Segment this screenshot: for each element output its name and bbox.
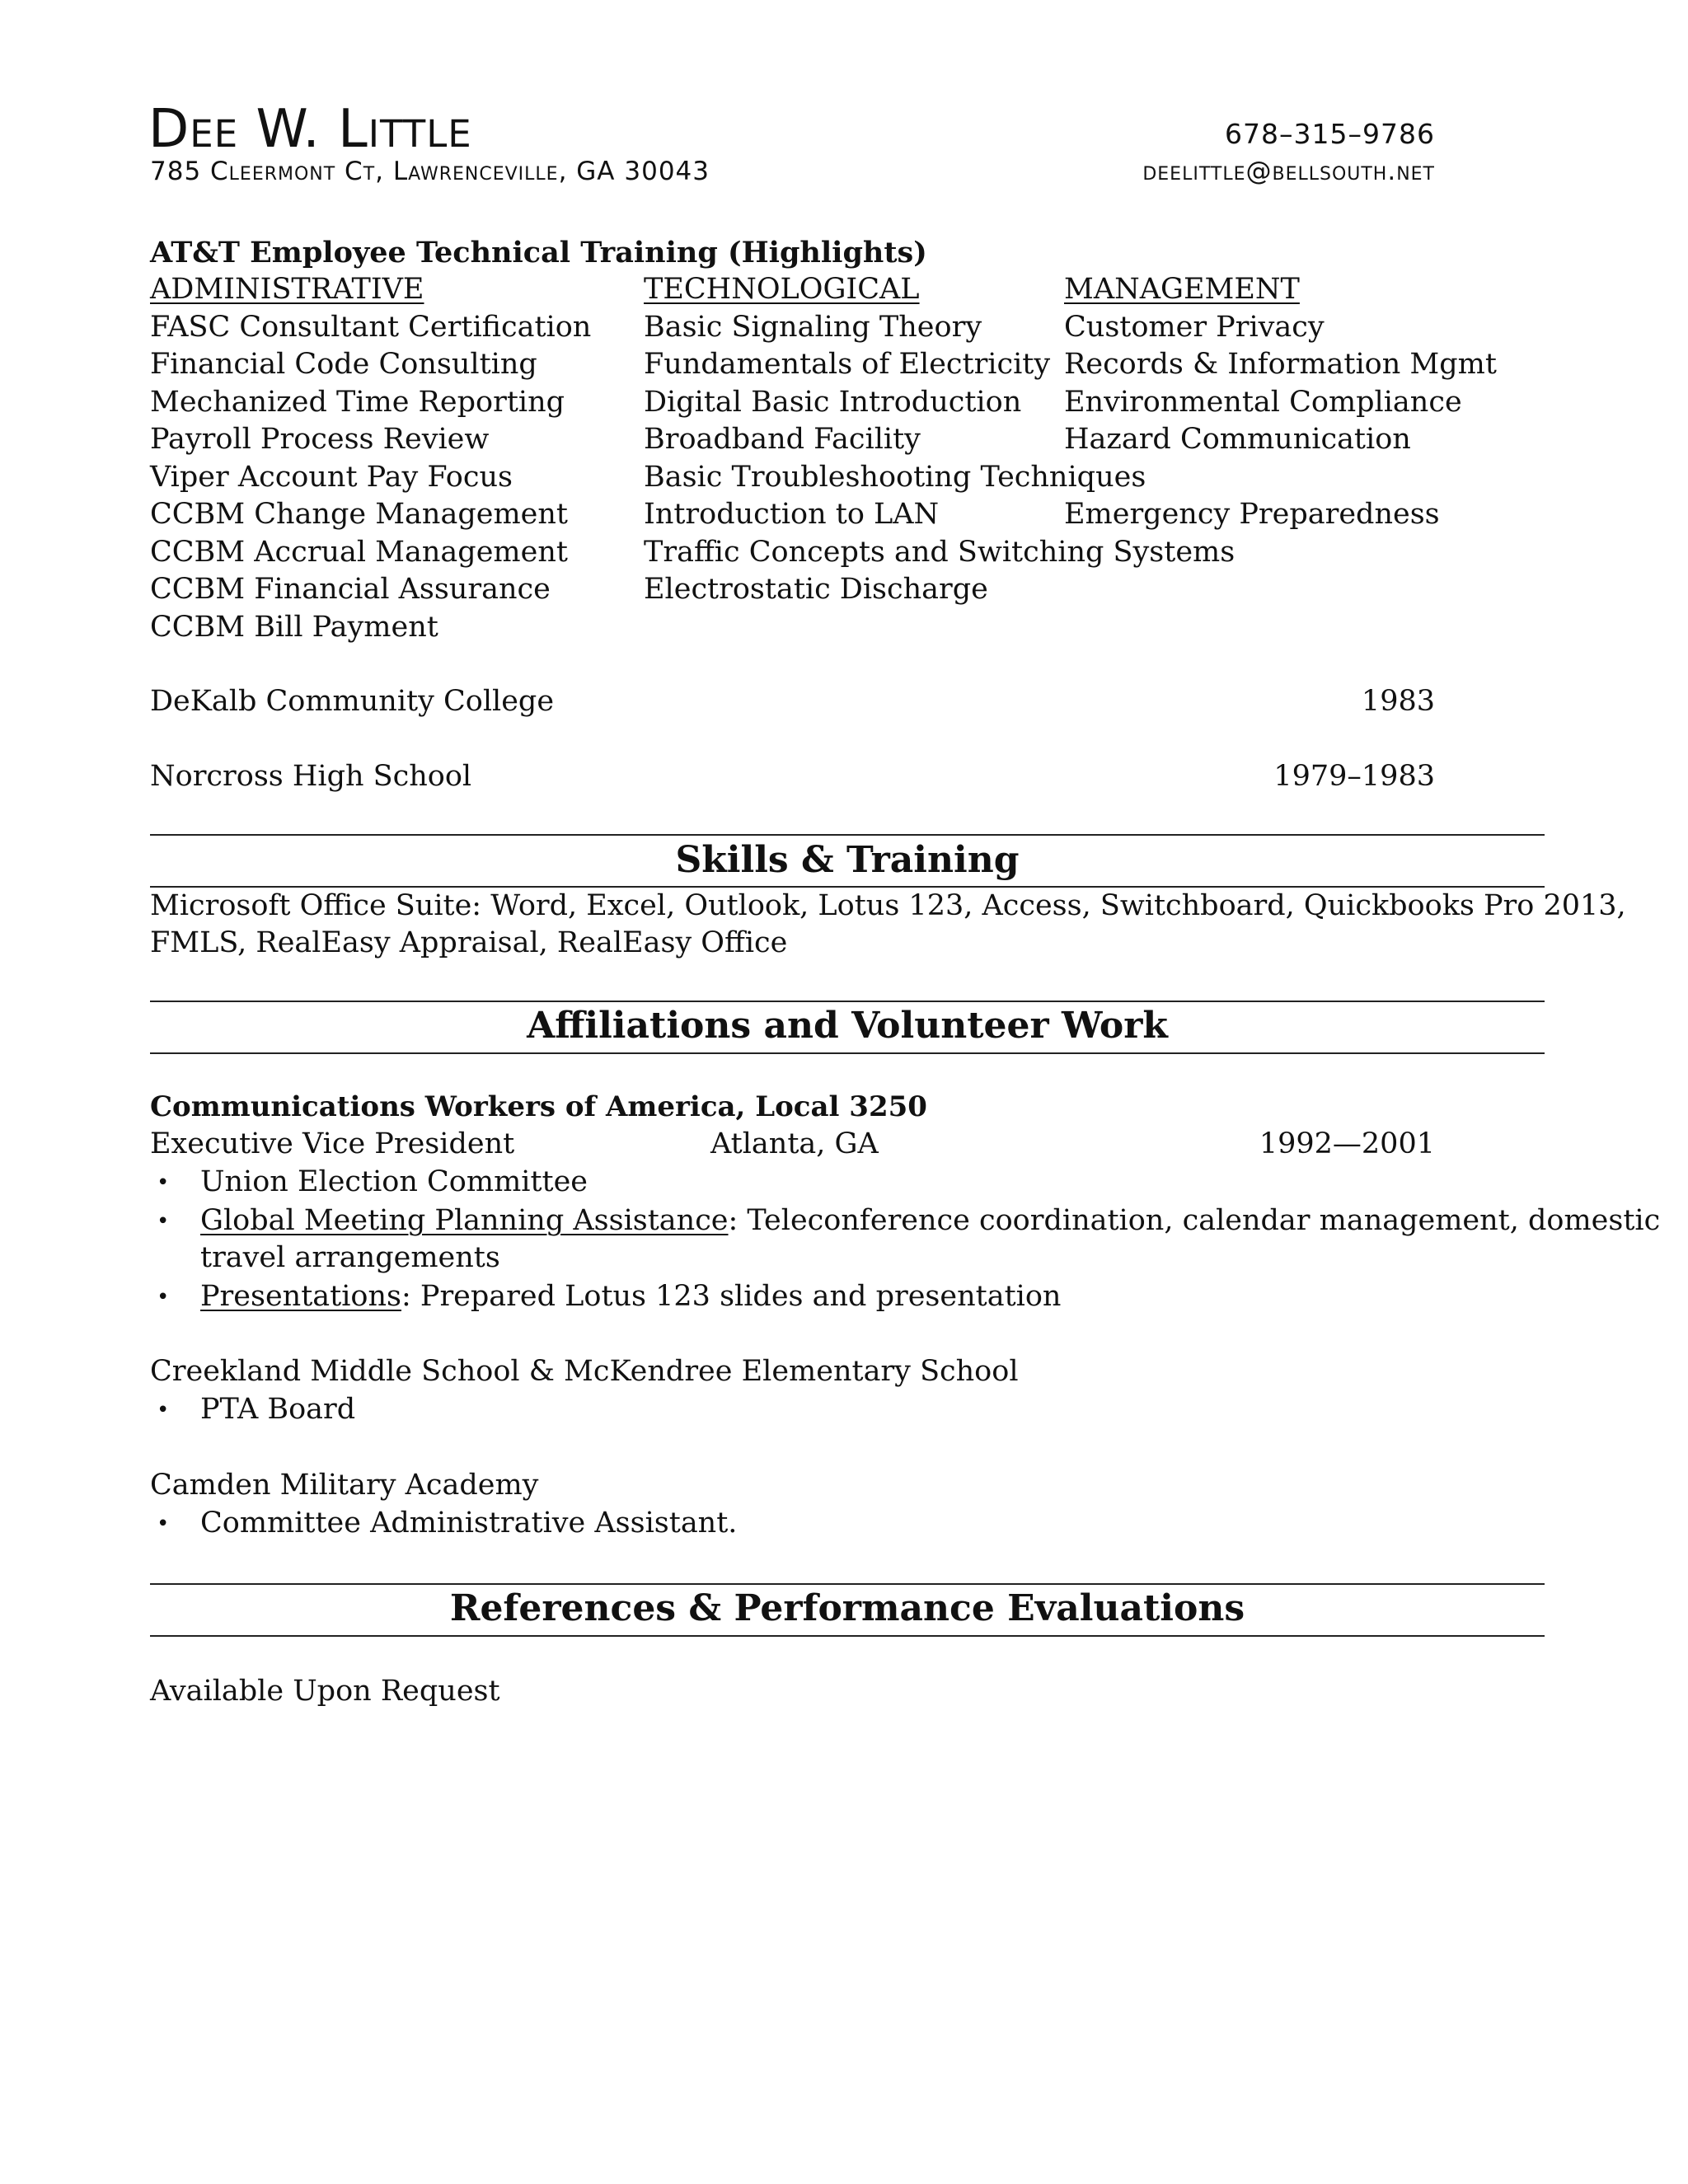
divider — [150, 1635, 1545, 1637]
list-item: Hazard Communication — [1064, 423, 1411, 456]
list-item: Environmental Compliance — [1064, 385, 1462, 419]
section-title-skills: Skills & Training — [675, 839, 1020, 881]
list-item: Traffic Concepts and Switching Systems — [644, 535, 1236, 569]
divider — [150, 1001, 1545, 1002]
address: 785 Cleermont Ct, Lawrenceville, GA 30043 — [150, 157, 710, 186]
list-item: Fundamentals of Electricity — [644, 348, 1051, 381]
list-item: CCBM Bill Payment — [150, 610, 438, 644]
org-name: Camden Military Academy — [150, 1469, 539, 1502]
list-item: FASC Consultant Certification — [150, 310, 592, 344]
bullet-text: Committee Administrative Assistant. — [200, 1507, 738, 1540]
list-item: CCBM Financial Assurance — [150, 573, 551, 606]
list-item: Digital Basic Introduction — [644, 385, 1022, 419]
resume-name: Dee W. Little — [148, 99, 472, 160]
section-title-references: References & Performance Evaluations — [449, 1587, 1245, 1629]
phone-number: 678–315–9786 — [1225, 118, 1435, 150]
list-item: CCBM Accrual Management — [150, 535, 568, 569]
list-item: Introduction to LAN — [644, 498, 940, 531]
bullet-label: Global Meeting Planning Assistance — [200, 1204, 729, 1237]
bullet-detail: : Prepared Lotus 123 slides and presentation — [401, 1280, 1062, 1313]
list-item: Basic Troubleshooting Techniques — [644, 460, 1146, 494]
list-item: Emergency Preparedness — [1064, 498, 1440, 531]
bullet-icon: • — [157, 1511, 170, 1536]
training-column-administrative — [150, 271, 591, 646]
email: deelittle@bellsouth.net — [1142, 157, 1435, 186]
bullet-icon: • — [157, 1170, 170, 1195]
skills-line: Microsoft Office Suite: Word, Excel, Outlook, Lotus 123, Access, Switchboard, Quickbooks Pro 2013, — [150, 889, 1626, 922]
skills-line: FMLS, RealEasy Appraisal, RealEasy Office — [150, 926, 788, 959]
column-title: TECHNOLOGICAL — [644, 273, 920, 306]
divider — [150, 834, 1545, 836]
bullet-text-continued: travel arrangements — [200, 1241, 500, 1274]
bullet-text — [200, 1202, 1660, 1240]
list-item: Payroll Process Review — [150, 423, 490, 456]
divider — [150, 1052, 1545, 1054]
org-name: Communications Workers of America, Local 3250 — [150, 1090, 927, 1123]
list-item: Customer Privacy — [1064, 310, 1325, 344]
list-item: Records & Information Mgmt — [1064, 348, 1497, 381]
list-item: Financial Code Consulting — [150, 348, 537, 381]
list-item: Mechanized Time Reporting — [150, 385, 565, 419]
education-school: DeKalb Community College — [150, 685, 555, 718]
role-title: Executive Vice President — [150, 1127, 515, 1160]
training-column-management — [1064, 271, 1497, 534]
references-text: Available Upon Request — [150, 1675, 500, 1708]
column-title: MANAGEMENT — [1064, 273, 1300, 306]
role-dates: 1992—2001 — [1259, 1127, 1435, 1160]
bullet-icon: • — [157, 1285, 170, 1310]
education-school: Norcross High School — [150, 760, 472, 793]
list-item: Basic Signaling Theory — [644, 310, 982, 344]
bullet-label: Presentations — [200, 1280, 401, 1313]
list-item: Viper Account Pay Focus — [150, 460, 513, 494]
org-name: Creekland Middle School & McKendree Elementary School — [150, 1355, 1019, 1388]
divider — [150, 1583, 1545, 1585]
education-year: 1979–1983 — [1273, 760, 1435, 793]
section-title-affiliations: Affiliations and Volunteer Work — [527, 1005, 1168, 1047]
bullet-text: Union Election Committee — [200, 1165, 588, 1198]
column-title: ADMINISTRATIVE — [150, 273, 424, 306]
list-item: Electrostatic Discharge — [644, 573, 988, 606]
list-item-empty — [1064, 459, 1497, 497]
list-item: Broadband Facility — [644, 423, 921, 456]
role-location: Atlanta, GA — [710, 1127, 879, 1160]
list-item: CCBM Change Management — [150, 498, 568, 531]
bullet-icon: • — [157, 1398, 170, 1422]
education-year: 1983 — [1361, 685, 1435, 718]
bullet-text: PTA Board — [200, 1393, 356, 1426]
bullet-detail: : Teleconference coordination, calendar management, domestic — [728, 1204, 1661, 1237]
bullet-text — [200, 1278, 1061, 1315]
bullet-icon: • — [157, 1209, 170, 1234]
training-heading: AT&T Employee Technical Training (Highlights) — [150, 236, 927, 269]
